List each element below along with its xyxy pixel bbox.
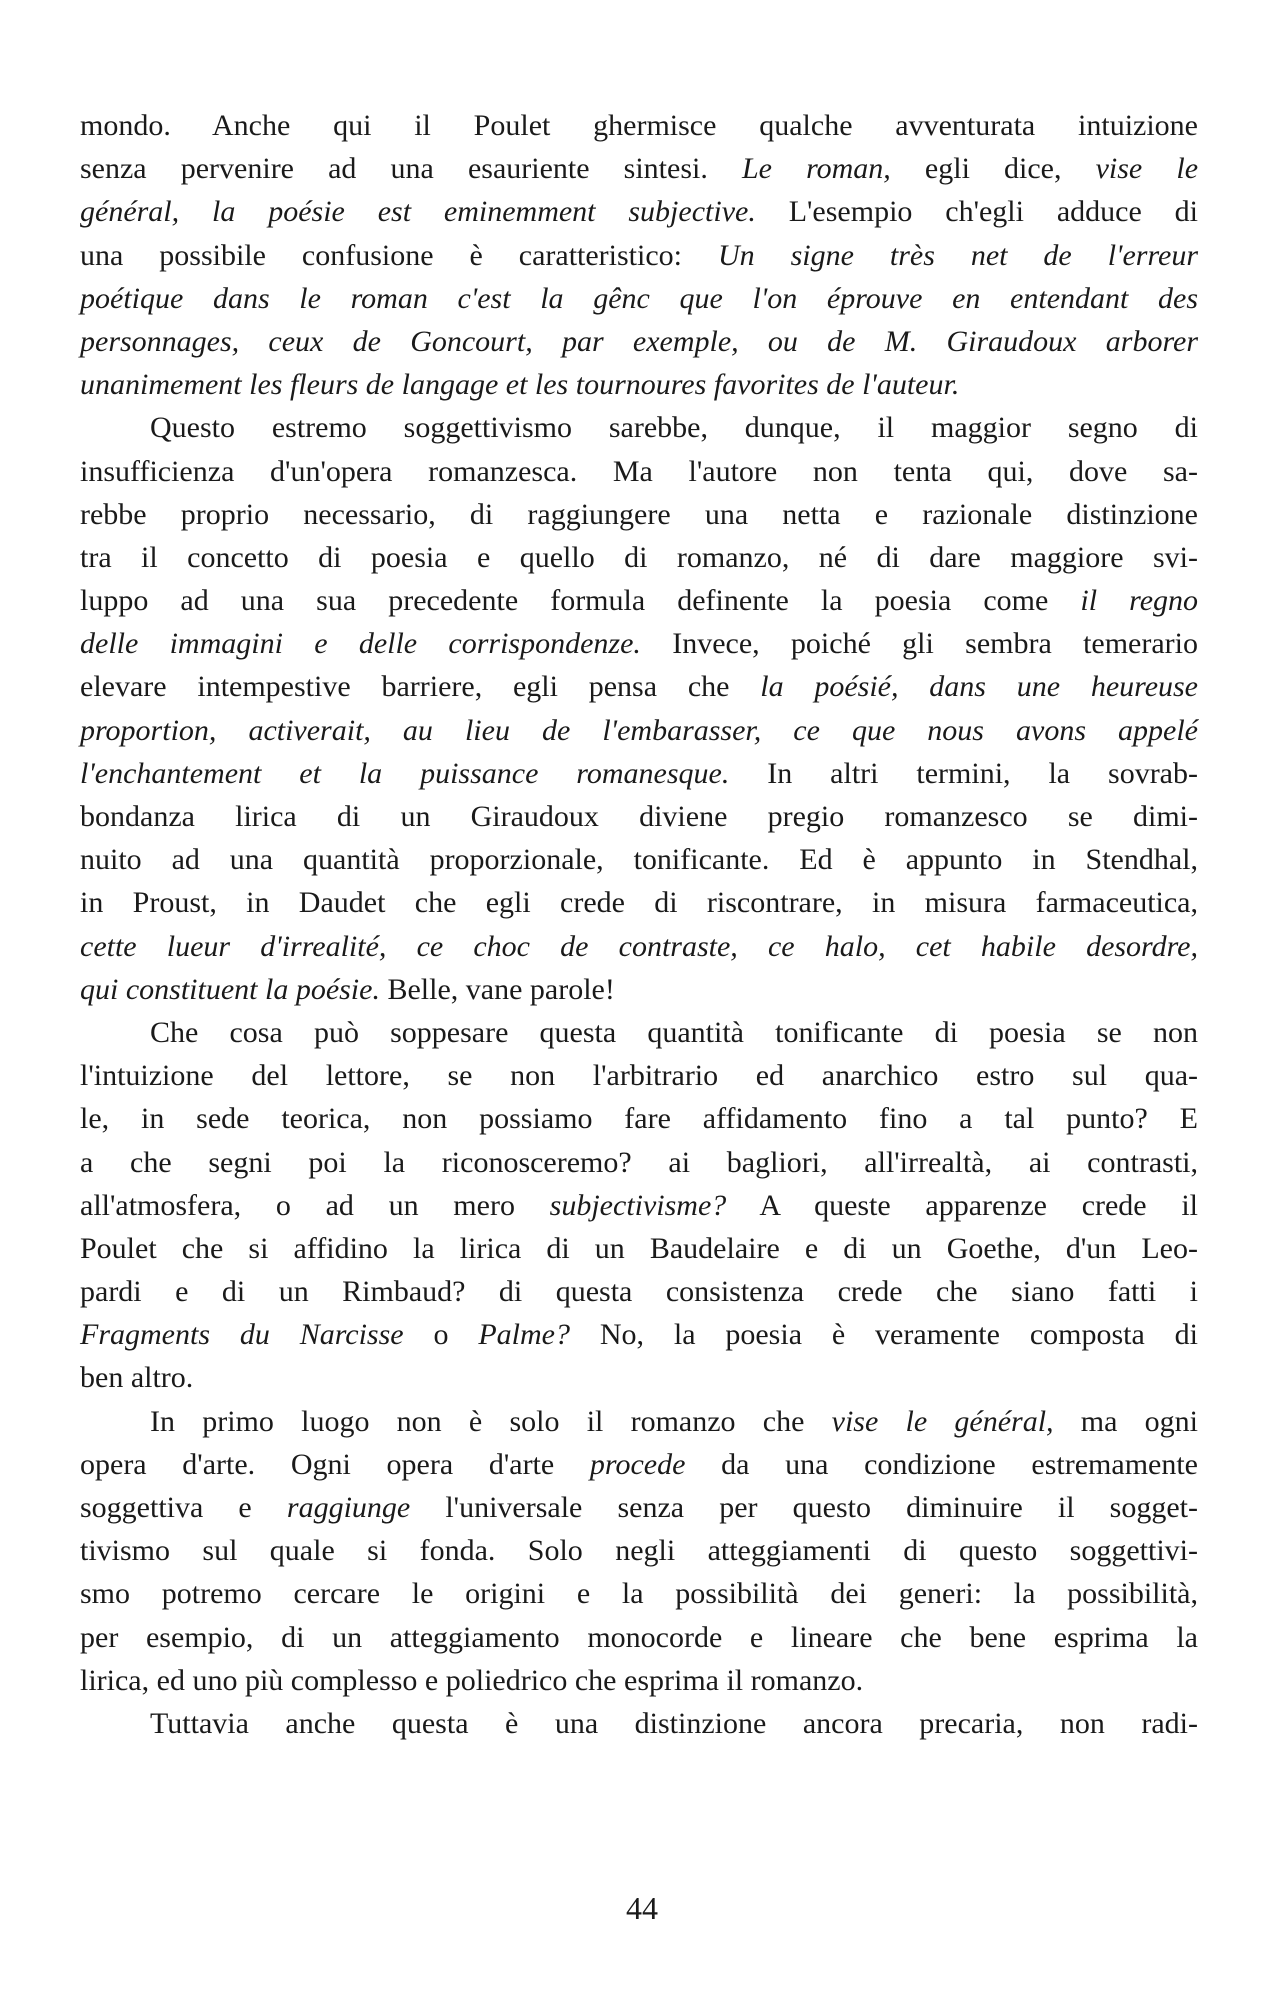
italic-text: général, la poésie est eminemment subjective.: [80, 195, 756, 229]
body-text: in Proust, in Daudet che egli crede di riscontrare, in misura farmaceutica,: [80, 886, 1198, 920]
body-text: soggettiva e: [80, 1491, 287, 1524]
text-line: [80, 406, 1198, 449]
body-text: Che cosa può soppesare questa quantità tonificante di poesia se non: [150, 1015, 1198, 1049]
italic-text: Palme?: [478, 1318, 570, 1352]
text-line: [80, 493, 1198, 536]
text-line: [80, 450, 1198, 493]
body-text: ben altro.: [80, 1361, 194, 1395]
body-text: rebbe proprio necessario, di raggiungere una netta e razionale distinzione: [80, 497, 1198, 531]
body-text: insufficienza d'un'opera romanzesca. Ma l'autore non tenta qui, dove sa-: [80, 454, 1198, 488]
text-line: [80, 1054, 1198, 1097]
text-line: [80, 1572, 1198, 1615]
text-line: [80, 104, 1198, 147]
body-text: nuito ad una quantità proporzionale, tonificante. Ed è appunto in Stendhal,: [80, 843, 1198, 877]
text-line: [80, 709, 1198, 752]
body-text: L'esempio ch'egli adduce di: [755, 195, 1198, 229]
text-line: [80, 1529, 1198, 1572]
text-line: [80, 1659, 1198, 1702]
body-text: elevare intempestive barriere, egli pensa che: [80, 670, 761, 704]
text-line: [80, 147, 1198, 190]
text-line: [80, 795, 1198, 838]
body-text: opera d'arte. Ogni opera d'arte: [80, 1447, 590, 1481]
text-line: [80, 1270, 1198, 1313]
body-text: No, la poesia è veramente composta di: [569, 1318, 1198, 1352]
italic-text: poétique dans le roman c'est la gênc que l'on éprouve en entendant des: [80, 281, 1198, 315]
text-line: [80, 1443, 1198, 1486]
text-line: [80, 363, 1198, 406]
italic-text: qui constituent la poésie.: [80, 972, 380, 1006]
italic-text: la poésié, dans une heureuse: [760, 670, 1198, 704]
text-line: [80, 1486, 1198, 1529]
body-text: mondo. Anche qui il Poulet ghermisce qualche avventurata intuizione: [80, 109, 1198, 142]
body-text: l'universale senza per questo diminuire il sogget-: [410, 1491, 1198, 1524]
body-text: A queste apparenze crede il: [726, 1188, 1199, 1222]
text-line: [80, 752, 1198, 795]
italic-text: il regno: [1080, 584, 1199, 618]
body-text: le, in sede teorica, non possiamo fare affidamento fino a tal punto? E: [80, 1102, 1198, 1136]
italic-text: delle immagini e delle corrispondenze.: [80, 627, 641, 661]
italic-text: unanimement les fleurs de langage et les tournoures favorites de l'auteur.: [80, 368, 960, 402]
text-line: [80, 1356, 1198, 1399]
body-text: In primo luogo non è solo il romanzo che: [150, 1404, 832, 1438]
italic-text: vise le général,: [831, 1404, 1054, 1438]
italic-text: vise le: [1095, 152, 1199, 186]
body-text: Tuttavia anche questa è una distinzione ancora precaria, non radi-: [150, 1706, 1198, 1740]
body-text: pardi e di un Rimbaud? di questa consistenza crede che siano fatti i: [80, 1275, 1198, 1309]
body-text: Questo estremo soggettivismo sarebbe, dunque, il maggior segno di: [150, 411, 1198, 445]
text-line: [80, 277, 1198, 320]
text-line: [80, 536, 1198, 579]
italic-text: Le roman,: [741, 152, 891, 186]
body-text: Invece, poiché gli sembra temerario: [640, 627, 1198, 661]
body-text: a che segni poi la riconosceremo? ai bagliori, all'irrealtà, ai contrasti,: [80, 1145, 1198, 1179]
italic-text: personnages, ceux de Goncourt, par exemple, ou de M. Giraudoux arborer: [80, 324, 1198, 358]
body-text: tivismo sul quale si fonda. Solo negli atteggiamenti di questo soggettivi-: [80, 1534, 1198, 1568]
text-line: [80, 1616, 1198, 1659]
text-line: [80, 1400, 1198, 1443]
body-text: smo potremo cercare le origini e la possibilità dei generi: la possibilità,: [80, 1577, 1198, 1611]
text-line: [80, 665, 1198, 708]
body-text: o: [403, 1318, 479, 1352]
text-line: [80, 881, 1198, 924]
text-line: [80, 838, 1198, 881]
italic-text: cette lueur d'irrealité, ce choc de contraste, ce halo, cet habile desordre,: [80, 929, 1198, 963]
text-line: [80, 1184, 1198, 1227]
body-text: Belle, vane parole!: [379, 972, 615, 1006]
italic-text: proportion, activerait, au lieu de l'embarasser, ce que nous avons appelé: [80, 713, 1198, 747]
body-text: senza pervenire ad una esauriente sintesi.: [80, 152, 742, 186]
text-line: [80, 1702, 1198, 1745]
body-text: una possibile confusione è caratteristico:: [80, 238, 718, 272]
body-text: lirica, ed uno più complesso e poliedrico che esprima il romanzo.: [80, 1663, 864, 1697]
body-text: bondanza lirica di un Giraudoux diviene pregio romanzesco se dimi-: [80, 800, 1198, 833]
italic-text: l'enchantement et la puissance romanesque.: [80, 756, 730, 790]
body-text: per esempio, di un atteggiamento monocorde e lineare che bene esprima la: [80, 1620, 1198, 1654]
body-text: In altri termini, la sovrab-: [729, 756, 1198, 790]
body-text: luppo ad una sua precedente formula definente la poesia come: [80, 584, 1081, 618]
italic-text: Fragments du Narcisse: [80, 1318, 404, 1352]
body-text: l'intuizione del lettore, se non l'arbitrario ed anarchico estro sul qua-: [80, 1059, 1198, 1093]
text-line: [80, 968, 1198, 1011]
text-line: [80, 1097, 1198, 1140]
italic-text: subjectivisme?: [549, 1188, 727, 1222]
italic-text: Un signe très net de l'erreur: [717, 238, 1198, 272]
text-line: [80, 190, 1198, 233]
body-text: Poulet che si affidino la lirica di un Baudelaire e di un Goethe, d'un Leo-: [80, 1231, 1198, 1265]
text-line: [80, 320, 1198, 363]
text-line: [80, 1011, 1198, 1054]
italic-text: procede: [589, 1447, 686, 1481]
text-line: [80, 622, 1198, 665]
text-line: [80, 1313, 1198, 1356]
text-line: [80, 1227, 1198, 1270]
page-body: [80, 104, 1198, 1745]
body-text: ma ogni: [1053, 1404, 1198, 1438]
text-line: [80, 1141, 1198, 1184]
text-line: [80, 925, 1198, 968]
italic-text: raggiunge: [286, 1491, 411, 1524]
text-line: [80, 234, 1198, 277]
body-text: egli dice,: [890, 152, 1096, 186]
body-text: da una condizione estremamente: [685, 1447, 1198, 1481]
body-text: tra il concetto di poesia e quello di romanzo, né di dare maggiore svi-: [80, 540, 1198, 574]
page-number: 44: [626, 1890, 658, 1926]
text-line: [80, 579, 1198, 622]
body-text: all'atmosfera, o ad un mero: [80, 1188, 550, 1222]
